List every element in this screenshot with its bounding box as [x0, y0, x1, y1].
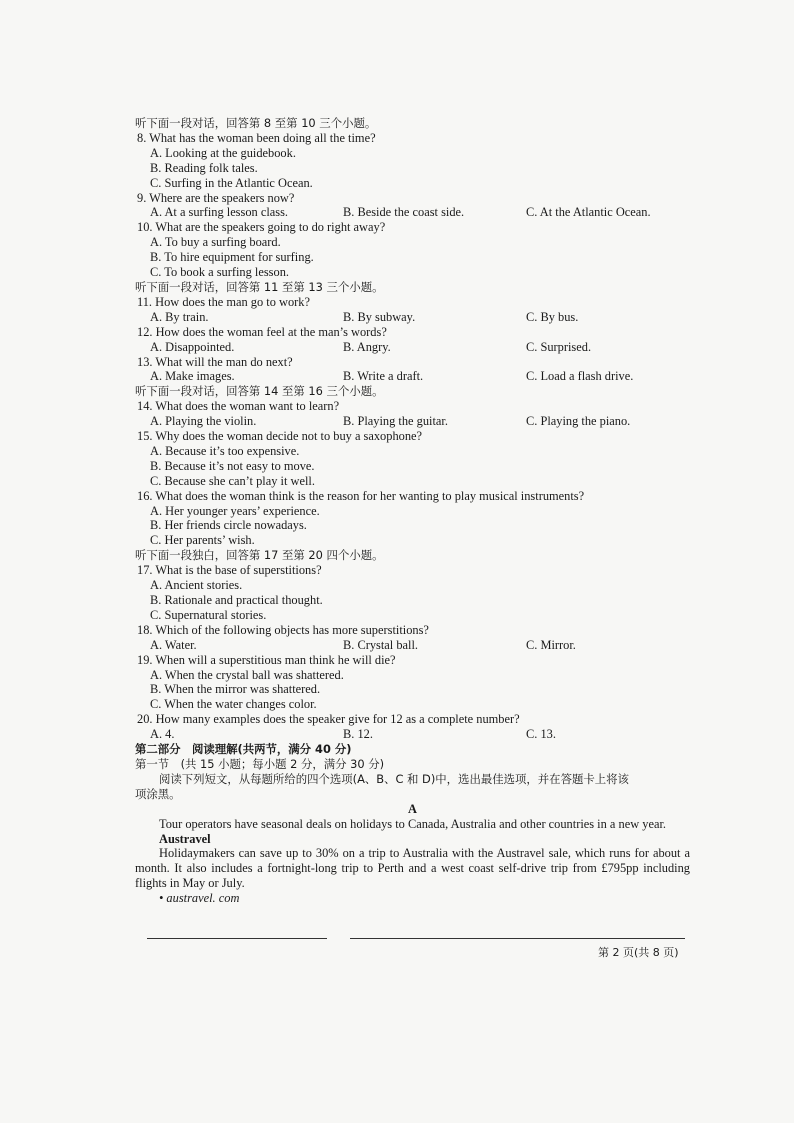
option-12a: A. Disappointed. — [150, 339, 235, 354]
austravel-heading: Austravel — [159, 831, 211, 846]
option-16c: C. Her parents’ wish. — [150, 533, 255, 548]
option-8c: C. Surfing in the Atlantic Ocean. — [150, 175, 313, 190]
option-11a: A. By train. — [150, 309, 209, 324]
option-15a: A. Because it’s too expensive. — [150, 443, 300, 458]
reading-instruction-line2: 项涂黑。 — [135, 786, 181, 801]
option-18c: C. Mirror. — [526, 637, 576, 652]
option-19a: A. When the crystal ball was shattered. — [150, 667, 344, 682]
footer-rule-left — [147, 938, 327, 939]
part-two-heading: 第二部分 阅读理解(共两节，满分 40 分) — [135, 742, 352, 757]
page-number: 第 2 页(共 8 页) — [598, 946, 679, 959]
question-15: 15. Why does the woman decide not to buy a saxophone? — [137, 429, 423, 444]
option-8a: A. Looking at the guidebook. — [150, 145, 296, 160]
instruction-11-13: 听下面一段对话，回答第 11 至第 13 三个小题。 — [135, 279, 384, 294]
option-8b: B. Reading folk tales. — [150, 160, 258, 175]
option-17b: B. Rationale and practical thought. — [150, 593, 323, 607]
question-16: 16. What does the woman think is the reason for her wanting to play musical instruments? — [137, 488, 585, 503]
option-10a: A. To buy a surfing board. — [150, 235, 281, 250]
austravel-url: • austravel. com — [159, 891, 240, 906]
options-11 — [135, 310, 690, 325]
options-13 — [135, 369, 690, 384]
option-15b: B. Because it’s not easy to move. — [150, 458, 315, 473]
question-9: 9. Where are the speakers now? — [137, 190, 295, 205]
option-13c: C. Load a flash drive. — [526, 369, 634, 384]
option-16b: B. Her friends circle nowadays. — [150, 518, 307, 533]
question-19: 19. When will a superstitious man think he will die? — [137, 652, 396, 667]
option-18a: A. Water. — [150, 637, 197, 652]
options-12 — [135, 340, 690, 355]
instruction-8-10: 听下面一段对话，回答第 8 至第 10 三个小题。 — [135, 116, 377, 130]
question-17: 17. What is the base of superstitions? — [137, 563, 322, 578]
instruction-17-20: 听下面一段独白，回答第 17 至第 20 四个小题。 — [135, 548, 384, 563]
option-16a: A. Her younger years’ experience. — [150, 503, 320, 518]
question-14: 14. What does the woman want to learn? — [137, 399, 340, 414]
option-14a: A. Playing the violin. — [150, 414, 257, 429]
options-14 — [135, 414, 690, 429]
options-18 — [135, 638, 690, 653]
option-10b: B. To hire equipment for surfing. — [150, 250, 314, 265]
option-20a: A. 4. — [150, 727, 175, 742]
option-13b: B. Write a draft. — [343, 369, 424, 384]
option-12c: C. Surprised. — [526, 339, 592, 354]
footer-rule-right — [350, 938, 685, 939]
austravel-paragraph: Holidaymakers can save up to 30% on a trip to Australia with the Austravel sale, which runs for about a month. It also includes a fortnight-long trip to Perth and a west coast self-drive trip from £795pp including flights in May or July. — [135, 846, 690, 891]
option-14b: B. Playing the guitar. — [343, 414, 448, 429]
section-one-heading: 第一节 (共 15 小题；每小题 2 分，满分 30 分) — [135, 756, 385, 771]
question-20: 20. How many examples does the speaker give for 12 as a complete number? — [137, 712, 520, 727]
option-19c: C. When the water changes color. — [150, 697, 317, 712]
option-9b: B. Beside the coast side. — [343, 205, 465, 220]
question-12: 12. How does the woman feel at the man’s words? — [137, 324, 387, 339]
option-20c: C. 13. — [526, 727, 556, 742]
options-9 — [135, 205, 690, 220]
reading-instruction-line1: 阅读下列短文，从每题所给的四个选项(A、B、C 和 D)中，选出最佳选项，并在答题卡上将该 — [159, 771, 629, 786]
option-20b: B. 12. — [343, 727, 373, 742]
passage-label: A — [408, 801, 417, 816]
option-12b: B. Angry. — [343, 339, 391, 354]
option-13a: A. Make images. — [150, 369, 235, 384]
option-14c: C. Playing the piano. — [526, 414, 631, 429]
option-10c: C. To book a surfing lesson. — [150, 265, 289, 280]
option-18b: B. Crystal ball. — [343, 637, 419, 652]
question-11: 11. How does the man go to work? — [137, 294, 310, 309]
options-20 — [135, 727, 690, 742]
question-18: 18. Which of the following objects has more superstitions? — [137, 622, 429, 637]
option-9c: C. At the Atlantic Ocean. — [526, 205, 651, 220]
option-11c: C. By bus. — [526, 309, 579, 324]
option-17a: A. Ancient stories. — [150, 578, 243, 593]
question-10: 10. What are the speakers going to do right away? — [137, 220, 386, 235]
option-15c: C. Because she can’t play it well. — [150, 473, 315, 488]
question-8: 8. What has the woman been doing all the time? — [137, 130, 376, 145]
page-content — [135, 116, 690, 906]
option-11b: B. By subway. — [343, 309, 416, 324]
option-9a: A. At a surfing lesson class. — [150, 205, 289, 220]
option-19b: B. When the mirror was shattered. — [150, 682, 321, 697]
question-13: 13. What will the man do next? — [137, 354, 293, 369]
option-17c: C. Supernatural stories. — [150, 607, 267, 622]
passage-intro: Tour operators have seasonal deals on holidays to Canada, Australia and other countries in a new year. — [159, 816, 666, 831]
instruction-14-16: 听下面一段对话，回答第 14 至第 16 三个小题。 — [135, 384, 384, 399]
